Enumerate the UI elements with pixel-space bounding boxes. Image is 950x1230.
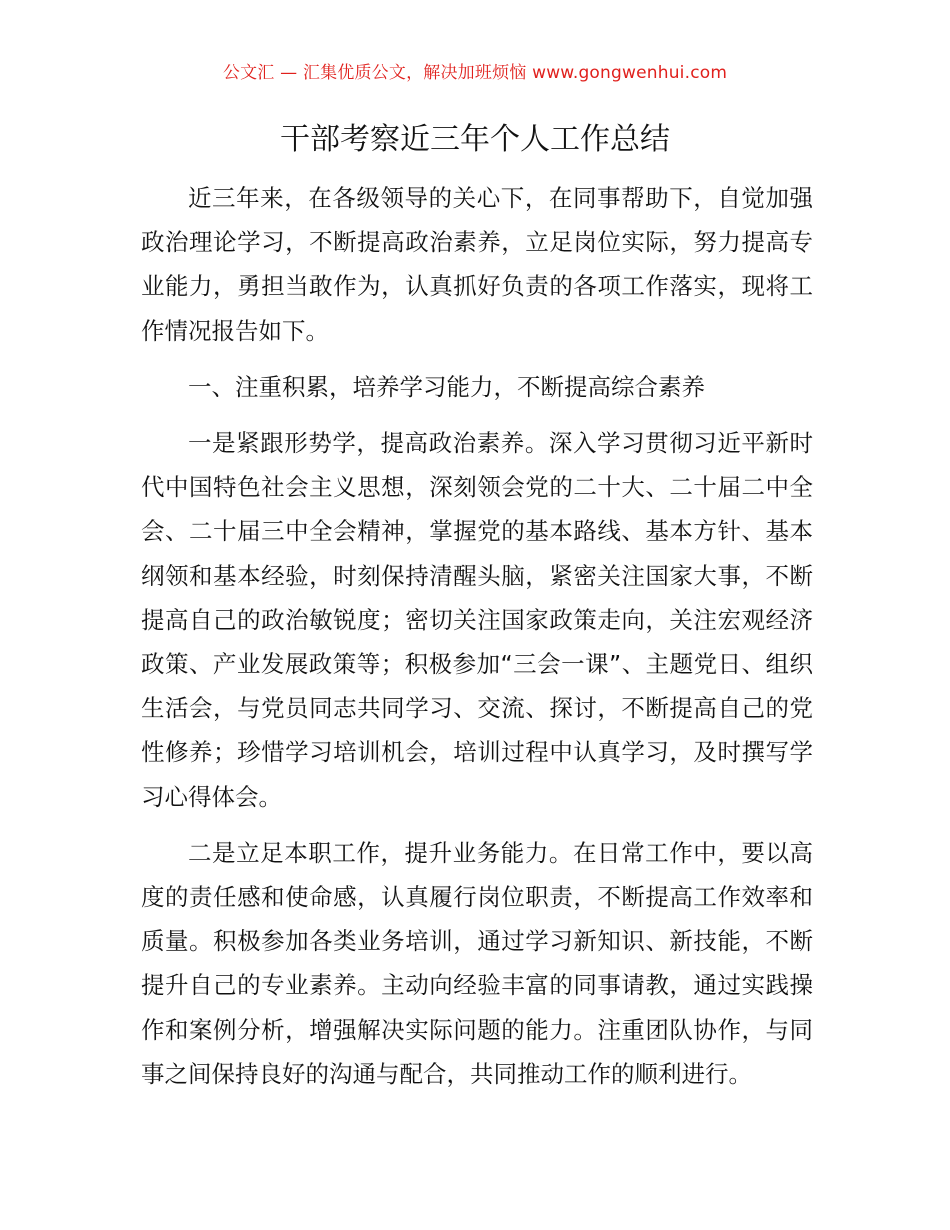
document-body bbox=[141, 176, 813, 1108]
body-paragraph-1: 一是紧跟形势学，提高政治素养。深入学习贯彻习近平新时代中国特色社会主义思想，深刻领会党的二十大、二十届二中全会、二十届三中全会精神，掌握党的基本路线、基本方针、基本纲领和基本经验，时刻保持清醒头脑，紧密关注国家大事，不断提高自己的政治敏锐度；密切关注国家政策走向，关注宏观经济政策、产业发展政策等；积极参加“三会一课”、主题党日、组织生活会，与党员同志共同学习、交流、探讨，不断提高自己的党性修养；珍惜学习培训机会，培训过程中认真学习，及时撰写学习心得体会。 bbox=[141, 429, 813, 811]
section-heading-1: 一、注重积累，培养学习能力，不断提高综合素养 bbox=[188, 372, 705, 401]
intro-paragraph: 近三年来，在各级领导的关心下，在同事帮助下，自觉加强政治理论学习，不断提高政治素养，立足岗位实际，努力提高专业能力，勇担当敢作为，认真抓好负责的各项工作落实，现将工作情况报告如下。 bbox=[141, 184, 813, 345]
body-paragraph-2: 二是立足本职工作，提升业务能力。在日常工作中，要以高度的责任感和使命感，认真履行岗位职责，不断提高工作效率和质量。积极参加各类业务培训，通过学习新知识、新技能，不断提升自己的专业素养。主动向经验丰富的同事请教，通过实践操作和案例分析，增强解决实际问题的能力。注重团队协作，与同事之间保持良好的沟通与配合，共同推动工作的顺利进行。 bbox=[141, 838, 813, 1088]
site-banner: 公文汇 — 汇集优质公文，解决加班烦恼 www.gongwenhui.com bbox=[222, 63, 728, 83]
document-title: 干部考察近三年个人工作总结 bbox=[280, 122, 670, 157]
